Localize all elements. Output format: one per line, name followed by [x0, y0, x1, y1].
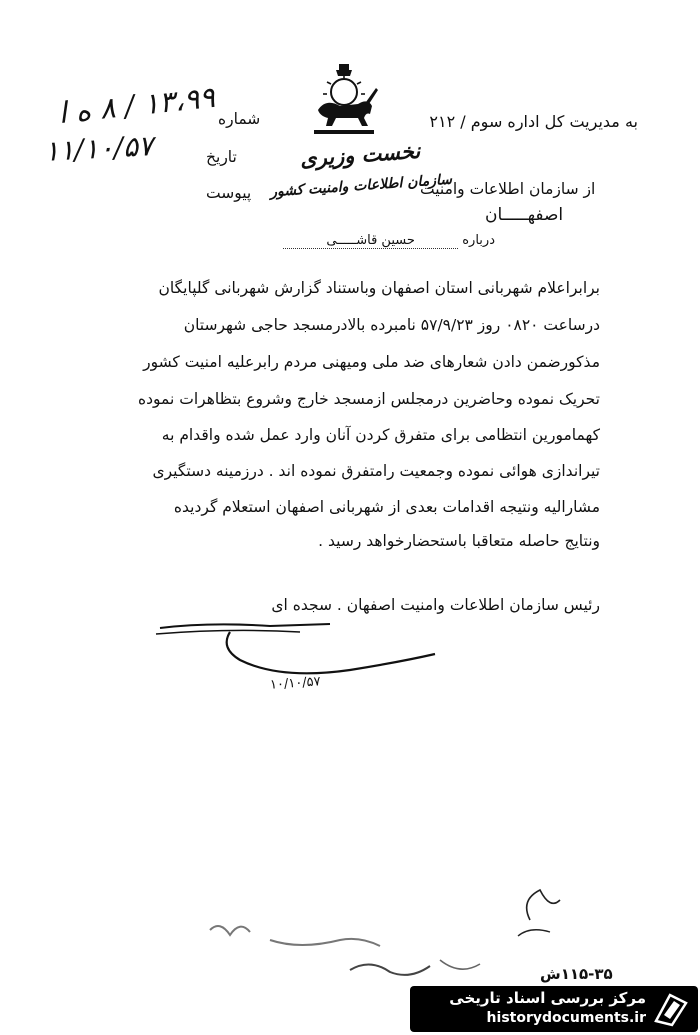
subject-value: حسین قاشـــــی: [283, 233, 458, 249]
number-label: شماره: [218, 110, 261, 128]
date-label: تاریخ: [206, 148, 237, 166]
lion-and-sun-emblem-icon: [306, 62, 382, 142]
ministry-heading: نخست وزیری: [299, 137, 421, 172]
faint-handwritten-notes: [200, 880, 580, 990]
from-line: از سازمان اطلاعات وامنیت: [420, 180, 596, 198]
attachment-label: پیوست: [206, 184, 252, 202]
body-line-1: برابراعلام شهربانی استان اصفهان وباستناد گزارش شهربانی گلپایگان: [158, 279, 600, 297]
body-line-6: تیراندازی هوائی نموده وجمعیت رامتفرق نموده اند . درزمینه دستگیری: [152, 462, 600, 480]
signature-date: ۱۰/۱۰/۵۷: [269, 674, 322, 693]
watermark-title: مرکز بررسی اسناد تاریخی: [449, 989, 646, 1007]
handwritten-date: ۱۱/۱۰/۵۷: [43, 129, 154, 168]
subject-label: درباره: [462, 233, 495, 248]
city-line: اصفهـــــان: [485, 205, 564, 225]
file-code: ۱۱۵-۳۵ش: [540, 965, 613, 983]
body-line-3: مذکورضمن دادن شعارهای ضد ملی ومیهنی مردم رابرعلیه امنیت کشور: [143, 353, 600, 371]
signatory-title: رئیس سازمان اطلاعات وامنیت اصفهان . سجده ای: [271, 596, 600, 614]
body-line-7: مشارالیه ونتیجه اقدامات بعدی از شهربانی اصفهان استعلام گردیده: [173, 498, 600, 516]
body-line-4: تحریک نموده وحاضرین درمجلس ازمسجد خارج وشروع بتظاهرات نموده: [138, 390, 600, 408]
body-line-5: کهمامورین انتظامی برای متفرق کردن آنان وارد عمل شده واقدام به: [161, 426, 600, 444]
watermark-badge: [410, 986, 698, 1032]
addressee-line: به مدیریت کل اداره سوم / ۲۱۲: [429, 112, 638, 131]
watermark-url: historydocuments.ir: [486, 1010, 646, 1026]
subject-line: [283, 233, 495, 249]
handwritten-number: ۱۳،۹۹ / ۸ ه ا: [56, 79, 217, 131]
body-line-8: ونتایج حاصله متعاقبا باستحضارخواهد رسید .: [318, 532, 600, 550]
organization-stamp: سازمان اطلاعات وامنیت کشور: [269, 171, 453, 201]
document-logo-icon: [652, 991, 690, 1027]
body-line-2: درساعت ۰۸۲۰ روز ۵۷/۹/۲۳ نامبرده بالادرمسجد حاجی شهرستان: [183, 316, 600, 334]
